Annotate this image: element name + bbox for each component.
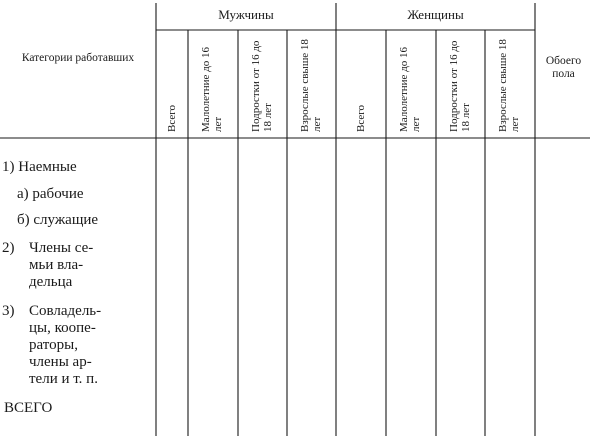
row-label-hired: 1) Наемные [2, 159, 77, 175]
men-adults-header: Взрослые свыше 18 лет [298, 39, 323, 132]
men-minors-header: Малолетние до 16 лет [200, 46, 224, 132]
both-sexes-column-header: Обоего пола [545, 55, 582, 80]
women-group-header: Женщины [407, 7, 464, 22]
women-teens-header: Подростки от 16 до 18 лет [447, 40, 472, 132]
men-total-header: Всего [166, 105, 178, 132]
row-label-total: ВСЕГО [4, 400, 53, 416]
row-label-workers: а) рабочие [17, 186, 84, 202]
row-label-employees: б) служащие [17, 212, 99, 228]
women-minors-header: Малолетние до 16 лет [398, 46, 422, 132]
men-teens-header: Подростки от 16 до 18 лет [249, 40, 274, 132]
women-adults-header: Взрослые свыше 18 лет [497, 39, 521, 132]
category-column-header: Категории работавших [21, 52, 135, 64]
row-label-coowners: 3) Совладель- цы, коопе- раторы, члены ар- тели и т. п. [2, 303, 102, 387]
women-total-header: Всего [355, 105, 367, 132]
men-group-header: Мужчины [218, 7, 274, 22]
row-label-family-members: 2) Члены се- мьи вла- дельца [2, 240, 94, 290]
